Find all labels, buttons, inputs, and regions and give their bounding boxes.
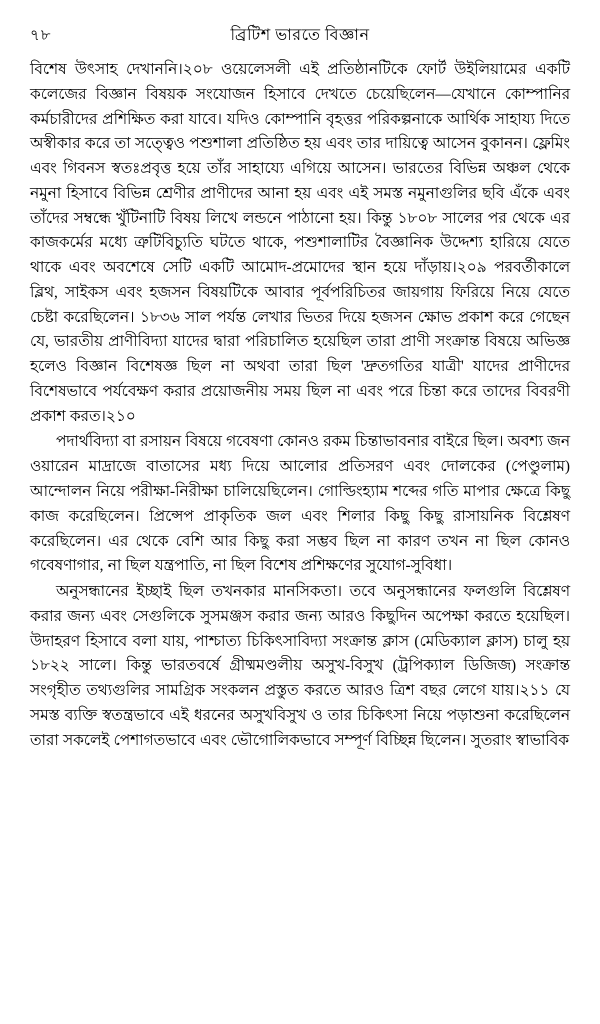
page-body xyxy=(30,58,570,753)
page-number: ৭৮ xyxy=(30,28,52,44)
page-header xyxy=(30,22,570,44)
paragraph: বিশেষ উৎসাহ দেখাননি।২০৮ ওয়েলেসলী এই প্রতিষ্ঠানটিকে ফোর্ট উইলিয়ামের একটি কলেজের বিজ্ঞান বিষয়ক সংযোজন হিসাবে দেখতে চেয়েছিলেন—যেখানে কোম্পানির কর্মচারীদের প্রশিক্ষিত করা যাবে। যদিও কোম্পানি বৃহত্তর পরিকল্পনাকে আর্থিক সাহায্য দিতে অস্বীকার করে তা সত্ত্বেও পশুশালা প্রতিষ্ঠিত হয় এবং তার দায়িত্বে আসেন বুকানন। ফ্লেমিং এবং গিবনস স্বতঃপ্রবৃত্ত হয়ে তাঁর সাহায্যে এগিয়ে আসেন। ভারতের বিভিন্ন অঞ্চল থেকে নমুনা হিসাবে বিভিন্ন শ্রেণীর প্রাণীদের আনা হয় এবং এই সমস্ত নমুনাগুলির ছবি এঁকে এবং তাঁদের সম্বন্ধে খুঁটিনাটি বিষয় লিখে লন্ডনে পাঠানো হয়। কিন্তু ১৮০৮ সালের পর থেকে এর কাজকর্মের মধ্যে ত্রুটিবিচ্যুতি ঘটতে থাকে, পশুশালাটির বৈজ্ঞানিক উদ্দেশ্য হারিয়ে যেতে থাকে এবং অবশেষে সেটি একটি আমোদ-প্রমোদের স্থান হয়ে দাঁড়ায়।২০৯ পরবর্তীকালে ব্লিথ, সাইকস এবং হজসন বিষয়টিকে আবার পূর্বপরিচিতর জায়গায় ফিরিয়ে নিয়ে যেতে চেষ্টা করেছিলেন। ১৮৩৬ সাল পর্যন্ত লেখার ভিতর দিয়ে হজসন ক্ষোভ প্রকাশ করে গেছেন যে, ভারতীয় প্রাণীবিদ্যা যাদের দ্বারা পরিচালিত হয়েছিল তারা প্রাণী সংক্রান্ত বিষয়ে অভিজ্ঞ হলেও বিজ্ঞান বিশেষজ্ঞ ছিল না অথবা তারা ছিল 'দ্রুতগতির যাত্রী' যাদের প্রাণীদের বিশেষভাবে পর্যবেক্ষণ করার প্রয়োজনীয় সময় ছিল না এবং পরে চিন্তা করে তাদের বিবরণী প্রকাশ করত।২১০ xyxy=(30,61,570,425)
running-head: ব্রিটিশ ভারতে বিজ্ঞান xyxy=(230,27,370,44)
paragraph: পদার্থবিদ্যা বা রসায়ন বিষয়ে গবেষণা কোনও রকম চিন্তাভাবনার বাইরে ছিল। অবশ্য জন ওয়ারেন মাদ্রাজে বাতাসের মধ্য দিয়ে আলোর প্রতিসরণ এবং দোলকের (পেণ্ডুলাম) আন্দোলন নিয়ে পরীক্ষা-নিরীক্ষা চালিয়েছিলেন। গোল্ডিংহ্যাম শব্দের গতি মাপার ক্ষেত্রে কিছু কাজ করেছিলেন। প্রিন্সেপ প্রাকৃতিক জল এবং শিলার কিছু কিছু রাসায়নিক বিশ্লেষণ করেছিলেন। এর থেকে বেশি আর কিছু করা সম্ভব ছিল না কারণ তখন না ছিল কোনও গবেষণাগার, না ছিল যন্ত্রপাতি, না ছিল বিশেষ প্রশিক্ষণের সুযোগ-সুবিধা। xyxy=(30,433,570,575)
paragraph: অনুসন্ধানের ইচ্ছাই ছিল তখনকার মানসিকতা। তবে অনুসন্ধানের ফলগুলি বিশ্লেষণ করার জন্য এবং সেগুলিকে সুসমঞ্জস করার জন্য আরও কিছুদিন অপেক্ষা করতে হয়েছিল। উদাহরণ হিসাবে বলা যায়, পাশ্চাত্য চিকিৎসাবিদ্যা সংক্রান্ত ক্লাস (মেডিক্যাল ক্লাস) চালু হয় ১৮২২ সালে। কিন্তু ভারতবর্ষে গ্রীষ্মমণ্ডলীয় অসুখ-বিসুখ (ট্রপিক্যাল ডিজিজ) সংক্রান্ত সংগৃহীত তথ্যগুলির সামগ্রিক সংকলন প্রস্তুত করতে আরও ত্রিশ বছর লেগে যায়।২১১ যে সমস্ত ব্যক্তি স্বতন্ত্রভাবে এই ধরনের অসুখবিসুখ ও তার চিকিৎসা নিয়ে পড়াশুনা করেছিলেন তারা সকলেই পেশাগতভাবে এবং ভৌগোলিকভাবে সম্পূর্ণ বিচ্ছিন্ন ছিলেন। সুতরাং স্বাভাবিক xyxy=(30,583,570,749)
